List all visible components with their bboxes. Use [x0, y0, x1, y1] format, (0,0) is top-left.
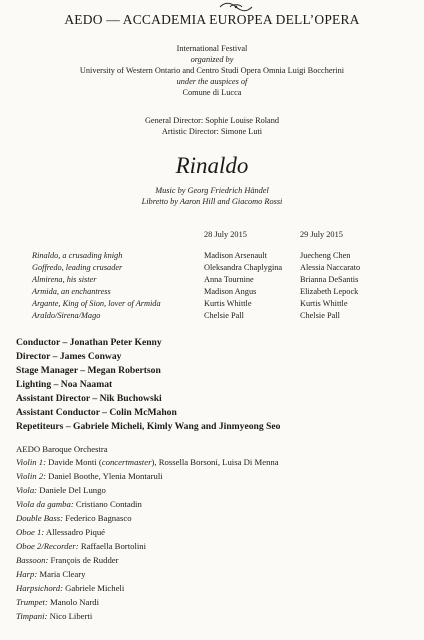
player-names: Davide Monti ( — [46, 457, 102, 467]
instrument-label: Harpsichord: — [16, 583, 63, 593]
general-director-text: General Director: Sophie Louise Roland — [144, 116, 280, 125]
crew-item-lighting: Lighting – Noa Naamat — [16, 379, 113, 390]
cast-singer-date1: Chelsie Pall — [204, 311, 244, 320]
cast-singer-date2: Alessia Naccarato — [300, 263, 361, 272]
cast-singer-date2: Chelsie Pall — [300, 311, 340, 320]
festival-label: International Festival — [176, 44, 248, 53]
orchestra-member — [16, 527, 105, 537]
crew-item-assistant-director: Assistant Director – Nik Buchowski — [16, 393, 162, 404]
instrument-label: Viola: — [16, 485, 38, 495]
instrument-label: Bassoon: — [16, 555, 49, 565]
music-credit: Music by Georg Friedrich Händel — [155, 186, 269, 195]
date-header-2: 29 July 2015 — [300, 230, 343, 239]
player-names: Nico Liberti — [47, 611, 93, 621]
organized-by-label: organized by — [190, 55, 234, 64]
instrument-label: Violin 1: — [16, 457, 46, 467]
cast-singer-date1: Anna Tournine — [204, 275, 254, 284]
player-names: Daniel Boothe, Ylenia Montaruli — [46, 471, 163, 481]
instrument-label: Viola da gamba: — [16, 499, 74, 509]
player-names: Daniele Del Lungo — [37, 485, 106, 495]
player-names: Cristiano Contadin — [73, 499, 142, 509]
player-names: Gabriele Micheli — [62, 583, 125, 593]
crew-item-conductor: Conductor – Jonathan Peter Kenny — [16, 337, 162, 348]
instrument-label: Violin 2: — [16, 471, 46, 481]
instrument-label: Oboe 2/Recorder: — [16, 541, 79, 551]
orchestra-member — [16, 611, 92, 621]
crew-item-director: Director – James Conway — [16, 351, 122, 362]
cast-role: Almirena, his sister — [32, 275, 97, 284]
cast-singer-date2: Elizabeth Lepock — [300, 287, 359, 296]
player-names: Allessadro Piqué — [44, 527, 106, 537]
orchestra-member — [16, 583, 124, 593]
orchestra-name: AEDO Baroque Orchestra — [16, 444, 108, 454]
orchestra-member — [16, 485, 106, 495]
libretto-credit: Libretto by Aaron Hill and Giacomo Rossi — [141, 197, 283, 206]
orchestra-member — [16, 555, 119, 565]
opera-title: Rinaldo — [175, 153, 249, 178]
cast-singer-date2: Juecheng Chen — [300, 251, 351, 260]
cast-role: Rinaldo, a crusading knigh — [32, 251, 123, 260]
orchestra-member — [16, 471, 163, 481]
comune-text: Comune di Lucca — [182, 88, 242, 97]
cast-role: Araldo/Sirena/Mago — [32, 311, 101, 320]
player-note: concertmaster — [101, 457, 152, 467]
orchestra-member — [16, 513, 132, 523]
instrument-label: Oboe 1: — [16, 527, 45, 537]
organizers-text: University of Western Ontario and Centro Studi Opera Omnia Luigi Boccherini — [79, 66, 345, 75]
orchestra-member — [16, 541, 146, 551]
cast-singer-date1: Oleksandra Chaplygina — [204, 263, 283, 272]
instrument-label: Double Bass: — [16, 513, 64, 523]
player-names: Federico Bagnasco — [63, 513, 132, 523]
cast-role: Armida, an enchantress — [32, 287, 111, 296]
player-names: François de Rudder — [48, 555, 119, 565]
player-names: Raffaella Bortolini — [78, 541, 147, 551]
crew-item-assistant-conductor: Assistant Conductor – Colin McMahon — [16, 407, 177, 418]
crew-item-repetiteurs: Repetiteurs – Gabriele Micheli, Kimly Wang and Jinmyeong Seo — [16, 421, 281, 432]
cast-role: Argante, King of Sion, lover of Armida — [32, 299, 161, 308]
cast-role: Goffredo, leading crusader — [32, 263, 123, 272]
orchestra-member — [16, 457, 279, 467]
auspices-label: under the auspices of — [176, 77, 248, 86]
crew-item-stage-manager: Stage Manager – Megan Robertson — [16, 365, 161, 376]
orchestra-member — [16, 499, 142, 509]
cast-singer-date1: Madison Angus — [204, 287, 257, 296]
player-names: Maria Cleary — [37, 569, 86, 579]
cast-singer-date1: Kurtis Whittle — [204, 299, 252, 308]
fleuron-icon — [216, 1, 256, 13]
artistic-director-text: Artistic Director: Simone Luti — [161, 127, 263, 136]
instrument-label: Harp: — [16, 569, 38, 579]
orchestra-member — [16, 597, 99, 607]
instrument-label: Trumpet: — [16, 597, 48, 607]
page-header-title: AEDO — ACCADEMIA EUROPEA DELL’OPERA — [64, 12, 360, 27]
instrument-label: Timpani: — [16, 611, 48, 621]
cast-singer-date1: Madison Arsenault — [204, 251, 267, 260]
date-header-1: 28 July 2015 — [204, 230, 247, 239]
cast-singer-date2: Kurtis Whittle — [300, 299, 348, 308]
orchestra-member — [16, 569, 86, 579]
cast-singer-date2: Brianna DeSantis — [300, 275, 359, 284]
player-names: Manolo Nardi — [47, 597, 100, 607]
player-names-cont: ), Rossella Borsoni, Luisa Di Menna — [151, 457, 279, 467]
